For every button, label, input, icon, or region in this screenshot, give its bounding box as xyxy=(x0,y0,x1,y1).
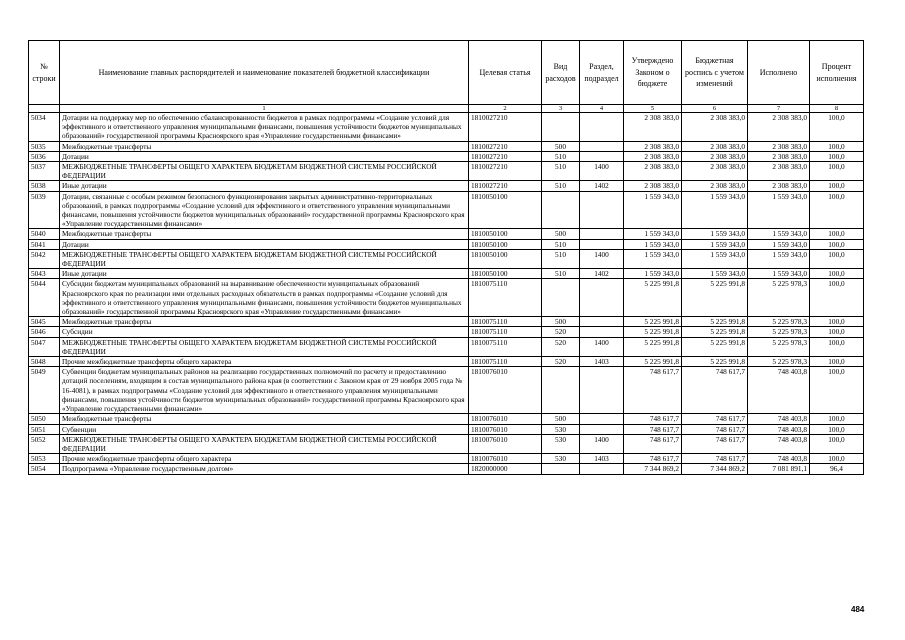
row-target-cell: 1810075110 xyxy=(469,279,542,317)
row-schedule-cell: 5 225 991,8 xyxy=(682,357,748,367)
row-target-cell: 1810027210 xyxy=(469,141,542,151)
row-number-cell: 5036 xyxy=(29,151,60,161)
row-number-cell: 5047 xyxy=(29,337,60,356)
row-schedule-cell: 2 308 383,0 xyxy=(682,141,748,151)
row-approved-cell: 2 308 383,0 xyxy=(624,162,682,181)
row-type-cell: 520 xyxy=(542,327,580,337)
table-row xyxy=(29,454,864,464)
row-name-cell: Межбюджетные трансферты xyxy=(60,229,469,239)
row-approved-cell: 2 308 383,0 xyxy=(624,181,682,191)
row-schedule-cell: 1 559 343,0 xyxy=(682,239,748,249)
header-section: Раздел, подраздел xyxy=(580,41,624,105)
row-approved-cell: 2 308 383,0 xyxy=(624,113,682,142)
row-executed-cell: 2 308 383,0 xyxy=(748,162,810,181)
row-number-cell: 5039 xyxy=(29,191,60,229)
row-name-cell: Субсидии бюджетам муниципальных образований на выравнивание обеспеченности муниципальных образований Красноярского края по реализации ими отдельных расходных обязательств в рамках подпрограммы «Создание условий для эффективного и ответственного управления муниципальными финансами, повышения устойчивости бюджетов муниципальных образований» государственной программы Красноярского края «Управление государственными финансами» xyxy=(60,279,469,317)
row-executed-cell: 5 225 978,3 xyxy=(748,337,810,356)
row-section-cell xyxy=(580,464,624,474)
row-section-cell xyxy=(580,279,624,317)
row-type-cell: 520 xyxy=(542,337,580,356)
table-row xyxy=(29,464,864,474)
budget-report-sheet xyxy=(28,40,863,475)
row-name-cell: Субвенции xyxy=(60,424,469,434)
row-number-cell: 5037 xyxy=(29,162,60,181)
row-approved-cell: 748 617,7 xyxy=(624,454,682,464)
row-target-cell: 1810075110 xyxy=(469,337,542,356)
row-type-cell: 510 xyxy=(542,239,580,249)
row-type-cell: 510 xyxy=(542,162,580,181)
row-section-cell: 1400 xyxy=(580,337,624,356)
table-row xyxy=(29,229,864,239)
row-name-cell: Дотации xyxy=(60,151,469,161)
table-row xyxy=(29,239,864,249)
row-section-cell xyxy=(580,151,624,161)
row-percent-cell: 100,0 xyxy=(810,113,864,142)
row-target-cell: 1810050100 xyxy=(469,249,542,268)
header-percent: Процент исполнения xyxy=(810,41,864,105)
row-schedule-cell: 1 559 343,0 xyxy=(682,229,748,239)
row-number-cell: 5042 xyxy=(29,249,60,268)
row-executed-cell: 5 225 978,3 xyxy=(748,317,810,327)
row-section-cell: 1400 xyxy=(580,162,624,181)
row-number-cell: 5043 xyxy=(29,269,60,279)
row-type-cell: 500 xyxy=(542,414,580,424)
table-row xyxy=(29,113,864,142)
row-target-cell: 1810075110 xyxy=(469,357,542,367)
row-percent-cell: 100,0 xyxy=(810,249,864,268)
row-executed-cell: 748 403,8 xyxy=(748,434,810,453)
header-name: Наименование главных распорядителей и наименование показателей бюджетной классификации xyxy=(60,41,469,105)
row-section-cell: 1403 xyxy=(580,357,624,367)
row-name-cell: Дотации xyxy=(60,239,469,249)
row-name-cell: Прочие межбюджетные трансферты общего характера xyxy=(60,357,469,367)
row-name-cell: Прочие межбюджетные трансферты общего характера xyxy=(60,454,469,464)
row-approved-cell: 748 617,7 xyxy=(624,414,682,424)
row-type-cell: 500 xyxy=(542,141,580,151)
row-section-cell xyxy=(580,239,624,249)
row-type-cell: 530 xyxy=(542,424,580,434)
row-percent-cell: 100,0 xyxy=(810,367,864,414)
row-number-cell: 5038 xyxy=(29,181,60,191)
row-type-cell xyxy=(542,191,580,229)
row-target-cell: 1810027210 xyxy=(469,151,542,161)
table-row xyxy=(29,162,864,181)
column-number: 4 xyxy=(580,105,624,113)
table-body xyxy=(29,113,864,475)
row-name-cell: Иные дотации xyxy=(60,181,469,191)
row-approved-cell: 5 225 991,8 xyxy=(624,327,682,337)
row-name-cell: Дотации, связанные с особым режимом безопасного функционирования закрытых административно-территориальных образований, в рамках подпрограммы «Создание условий для эффективного и ответственного управления муниципальными финансами, повышения устойчивости бюджетов муниципальных образований» государственной программы Красноярского края «Управление государственными финансами» xyxy=(60,191,469,229)
row-target-cell: 1810076010 xyxy=(469,367,542,414)
row-number-cell: 5041 xyxy=(29,239,60,249)
row-schedule-cell: 2 308 383,0 xyxy=(682,113,748,142)
row-number-cell: 5040 xyxy=(29,229,60,239)
column-number: 1 xyxy=(60,105,469,113)
row-type-cell xyxy=(542,464,580,474)
row-section-cell xyxy=(580,229,624,239)
row-type-cell xyxy=(542,367,580,414)
row-section-cell xyxy=(580,141,624,151)
row-schedule-cell: 2 308 383,0 xyxy=(682,181,748,191)
row-target-cell: 1810076010 xyxy=(469,454,542,464)
row-name-cell: МЕЖБЮДЖЕТНЫЕ ТРАНСФЕРТЫ ОБЩЕГО ХАРАКТЕРА БЮДЖЕТАМ БЮДЖЕТНОЙ СИСТЕМЫ РОССИЙСКОЙ ФЕДЕРАЦИИ xyxy=(60,249,469,268)
header-approved: Утверждено Законом о бюджете xyxy=(624,41,682,105)
page-number: 484 xyxy=(851,605,865,614)
row-percent-cell: 96,4 xyxy=(810,464,864,474)
row-executed-cell: 748 403,8 xyxy=(748,414,810,424)
row-schedule-cell: 1 559 343,0 xyxy=(682,191,748,229)
row-target-cell: 1810050100 xyxy=(469,239,542,249)
row-schedule-cell: 748 617,7 xyxy=(682,454,748,464)
row-target-cell: 1810050100 xyxy=(469,229,542,239)
row-approved-cell: 1 559 343,0 xyxy=(624,229,682,239)
row-section-cell: 1400 xyxy=(580,249,624,268)
row-schedule-cell: 748 617,7 xyxy=(682,424,748,434)
row-executed-cell: 5 225 978,3 xyxy=(748,279,810,317)
row-section-cell xyxy=(580,424,624,434)
row-target-cell: 1810027210 xyxy=(469,181,542,191)
row-target-cell: 1810050100 xyxy=(469,269,542,279)
row-approved-cell: 748 617,7 xyxy=(624,424,682,434)
header-executed: Исполнено xyxy=(748,41,810,105)
row-percent-cell: 100,0 xyxy=(810,191,864,229)
row-schedule-cell: 748 617,7 xyxy=(682,434,748,453)
row-approved-cell: 2 308 383,0 xyxy=(624,141,682,151)
row-type-cell: 530 xyxy=(542,434,580,453)
row-name-cell: Межбюджетные трансферты xyxy=(60,141,469,151)
row-executed-cell: 1 559 343,0 xyxy=(748,239,810,249)
table-row xyxy=(29,279,864,317)
row-approved-cell: 2 308 383,0 xyxy=(624,151,682,161)
table-row xyxy=(29,434,864,453)
row-percent-cell: 100,0 xyxy=(810,141,864,151)
row-approved-cell: 5 225 991,8 xyxy=(624,337,682,356)
row-approved-cell: 5 225 991,8 xyxy=(624,279,682,317)
row-executed-cell: 2 308 383,0 xyxy=(748,141,810,151)
row-percent-cell: 100,0 xyxy=(810,454,864,464)
row-number-cell: 5048 xyxy=(29,357,60,367)
row-target-cell: 1810076010 xyxy=(469,434,542,453)
row-type-cell: 500 xyxy=(542,317,580,327)
row-percent-cell: 100,0 xyxy=(810,424,864,434)
row-section-cell: 1403 xyxy=(580,454,624,464)
table-header-row xyxy=(29,41,864,105)
row-target-cell: 1810075110 xyxy=(469,317,542,327)
row-approved-cell: 1 559 343,0 xyxy=(624,249,682,268)
column-number: 7 xyxy=(748,105,810,113)
row-name-cell: МЕЖБЮДЖЕТНЫЕ ТРАНСФЕРТЫ ОБЩЕГО ХАРАКТЕРА БЮДЖЕТАМ БЮДЖЕТНОЙ СИСТЕМЫ РОССИЙСКОЙ ФЕДЕРАЦИИ xyxy=(60,337,469,356)
table-row xyxy=(29,269,864,279)
row-percent-cell: 100,0 xyxy=(810,269,864,279)
row-section-cell: 1402 xyxy=(580,269,624,279)
row-approved-cell: 5 225 991,8 xyxy=(624,317,682,327)
row-section-cell xyxy=(580,113,624,142)
row-target-cell: 1810027210 xyxy=(469,113,542,142)
table-row xyxy=(29,357,864,367)
column-number: 6 xyxy=(682,105,748,113)
row-target-cell: 1810027210 xyxy=(469,162,542,181)
row-percent-cell: 100,0 xyxy=(810,151,864,161)
row-name-cell: Субсидии xyxy=(60,327,469,337)
row-approved-cell: 1 559 343,0 xyxy=(624,239,682,249)
row-section-cell: 1400 xyxy=(580,434,624,453)
row-name-cell: Межбюджетные трансферты xyxy=(60,317,469,327)
row-section-cell xyxy=(580,191,624,229)
row-type-cell: 530 xyxy=(542,454,580,464)
row-number-cell: 5052 xyxy=(29,434,60,453)
row-executed-cell: 2 308 383,0 xyxy=(748,151,810,161)
row-approved-cell: 5 225 991,8 xyxy=(624,357,682,367)
row-schedule-cell: 7 344 869,2 xyxy=(682,464,748,474)
row-section-cell: 1402 xyxy=(580,181,624,191)
row-percent-cell: 100,0 xyxy=(810,181,864,191)
row-executed-cell: 1 559 343,0 xyxy=(748,249,810,268)
row-executed-cell: 2 308 383,0 xyxy=(748,113,810,142)
row-number-cell: 5054 xyxy=(29,464,60,474)
row-name-cell: МЕЖБЮДЖЕТНЫЕ ТРАНСФЕРТЫ ОБЩЕГО ХАРАКТЕРА БЮДЖЕТАМ БЮДЖЕТНОЙ СИСТЕМЫ РОССИЙСКОЙ ФЕДЕРАЦИИ xyxy=(60,162,469,181)
column-number-row xyxy=(29,105,864,113)
row-section-cell xyxy=(580,367,624,414)
row-approved-cell: 7 344 869,2 xyxy=(624,464,682,474)
row-number-cell: 5049 xyxy=(29,367,60,414)
row-target-cell: 1810050100 xyxy=(469,191,542,229)
row-schedule-cell: 748 617,7 xyxy=(682,367,748,414)
row-schedule-cell: 5 225 991,8 xyxy=(682,279,748,317)
row-type-cell: 510 xyxy=(542,151,580,161)
column-number: 3 xyxy=(542,105,580,113)
row-number-cell: 5051 xyxy=(29,424,60,434)
row-type-cell: 500 xyxy=(542,229,580,239)
row-executed-cell: 1 559 343,0 xyxy=(748,229,810,239)
row-percent-cell: 100,0 xyxy=(810,357,864,367)
row-name-cell: Подпрограмма «Управление государственным долгом» xyxy=(60,464,469,474)
row-target-cell: 1810075110 xyxy=(469,327,542,337)
row-approved-cell: 748 617,7 xyxy=(624,434,682,453)
row-executed-cell: 748 403,8 xyxy=(748,454,810,464)
row-percent-cell: 100,0 xyxy=(810,239,864,249)
table-row xyxy=(29,191,864,229)
header-target: Целевая статья xyxy=(469,41,542,105)
row-executed-cell: 1 559 343,0 xyxy=(748,191,810,229)
column-number: 5 xyxy=(624,105,682,113)
row-section-cell xyxy=(580,317,624,327)
row-number-cell: 5045 xyxy=(29,317,60,327)
row-executed-cell: 5 225 978,3 xyxy=(748,327,810,337)
row-schedule-cell: 2 308 383,0 xyxy=(682,151,748,161)
column-number: 8 xyxy=(810,105,864,113)
row-number-cell: 5053 xyxy=(29,454,60,464)
row-schedule-cell: 5 225 991,8 xyxy=(682,337,748,356)
table-row xyxy=(29,367,864,414)
table-row xyxy=(29,424,864,434)
row-name-cell: Межбюджетные трансферты xyxy=(60,414,469,424)
row-section-cell xyxy=(580,414,624,424)
row-number-cell: 5044 xyxy=(29,279,60,317)
row-schedule-cell: 748 617,7 xyxy=(682,414,748,424)
budget-table xyxy=(28,40,864,475)
row-type-cell: 510 xyxy=(542,249,580,268)
row-approved-cell: 1 559 343,0 xyxy=(624,269,682,279)
row-type-cell: 510 xyxy=(542,269,580,279)
row-number-cell: 5046 xyxy=(29,327,60,337)
row-section-cell xyxy=(580,327,624,337)
row-executed-cell: 1 559 343,0 xyxy=(748,269,810,279)
header-num: № строки xyxy=(29,41,60,105)
row-executed-cell: 5 225 978,3 xyxy=(748,357,810,367)
table-row xyxy=(29,337,864,356)
row-executed-cell: 7 081 891,1 xyxy=(748,464,810,474)
table-row xyxy=(29,317,864,327)
row-percent-cell: 100,0 xyxy=(810,317,864,327)
row-number-cell: 5050 xyxy=(29,414,60,424)
row-type-cell: 520 xyxy=(542,357,580,367)
row-executed-cell: 2 308 383,0 xyxy=(748,181,810,191)
row-executed-cell: 748 403,8 xyxy=(748,424,810,434)
table-row xyxy=(29,141,864,151)
row-number-cell: 5035 xyxy=(29,141,60,151)
column-number: 2 xyxy=(469,105,542,113)
row-schedule-cell: 1 559 343,0 xyxy=(682,269,748,279)
row-approved-cell: 1 559 343,0 xyxy=(624,191,682,229)
header-schedule: Бюджетная роспись с учетом изменений xyxy=(682,41,748,105)
table-row xyxy=(29,181,864,191)
row-approved-cell: 748 617,7 xyxy=(624,367,682,414)
row-percent-cell: 100,0 xyxy=(810,229,864,239)
table-row xyxy=(29,249,864,268)
row-number-cell: 5034 xyxy=(29,113,60,142)
row-percent-cell: 100,0 xyxy=(810,414,864,424)
row-schedule-cell: 5 225 991,8 xyxy=(682,317,748,327)
header-type: Вид расходов xyxy=(542,41,580,105)
row-schedule-cell: 1 559 343,0 xyxy=(682,249,748,268)
row-executed-cell: 748 403,8 xyxy=(748,367,810,414)
row-type-cell: 510 xyxy=(542,181,580,191)
row-name-cell: Дотации на поддержку мер по обеспечению сбалансированности бюджетов в рамках подпрограммы «Создание условий для эффективного и ответственного управления муниципальными финансами, повышения устойчивости бюджетов муниципальных образований» государственной программы Красноярского края «Управление государственными финансами» xyxy=(60,113,469,142)
row-name-cell: МЕЖБЮДЖЕТНЫЕ ТРАНСФЕРТЫ ОБЩЕГО ХАРАКТЕРА БЮДЖЕТАМ БЮДЖЕТНОЙ СИСТЕМЫ РОССИЙСКОЙ ФЕДЕРАЦИИ xyxy=(60,434,469,453)
row-target-cell: 1810076010 xyxy=(469,414,542,424)
row-schedule-cell: 5 225 991,8 xyxy=(682,327,748,337)
row-percent-cell: 100,0 xyxy=(810,337,864,356)
table-row xyxy=(29,151,864,161)
row-target-cell: 1810076010 xyxy=(469,424,542,434)
table-row xyxy=(29,414,864,424)
row-percent-cell: 100,0 xyxy=(810,434,864,453)
table-row xyxy=(29,327,864,337)
row-schedule-cell: 2 308 383,0 xyxy=(682,162,748,181)
column-number xyxy=(29,105,60,113)
row-name-cell: Субвенции бюджетам муниципальных районов на реализацию государственных полномочий по расчету и предоставлению дотаций поселениям, входящим в состав муниципального района края (в соответствии с Законом края от 29 ноября 2005 года № 16-4081), в рамках подпрограммы «Создание условий для эффективного и ответственного управления муниципальными финансами, повышения устойчивости бюджетов муниципальных образований» государственной программы Красноярского края «Управление государственными финансами» xyxy=(60,367,469,414)
row-percent-cell: 100,0 xyxy=(810,162,864,181)
row-percent-cell: 100,0 xyxy=(810,327,864,337)
row-name-cell: Иные дотации xyxy=(60,269,469,279)
row-type-cell xyxy=(542,279,580,317)
row-target-cell: 1820000000 xyxy=(469,464,542,474)
row-type-cell xyxy=(542,113,580,142)
row-percent-cell: 100,0 xyxy=(810,279,864,317)
